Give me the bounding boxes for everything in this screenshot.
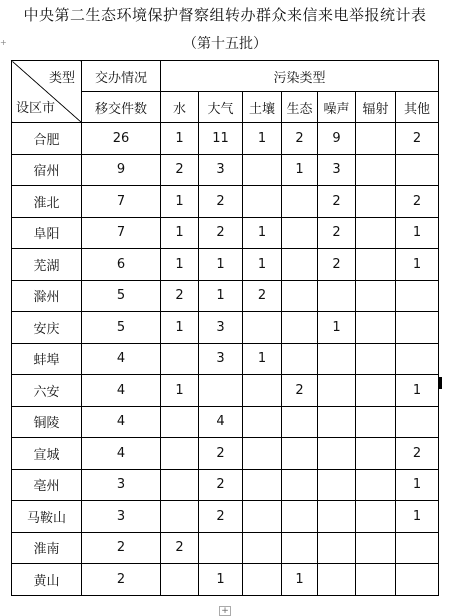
cell-soil: 1 bbox=[243, 343, 282, 375]
cell-other bbox=[396, 406, 439, 438]
cell-radiation bbox=[356, 280, 396, 312]
cell-noise bbox=[318, 469, 356, 501]
cell-radiation bbox=[356, 154, 396, 186]
cell-air: 2 bbox=[199, 186, 243, 218]
cell-other bbox=[396, 532, 439, 564]
table-row bbox=[12, 123, 439, 155]
document-title: 中央第二生态环境保护督察组转办群众来信来电举报统计表 bbox=[23, 6, 427, 24]
cell-soil bbox=[243, 375, 282, 407]
cell-noise bbox=[318, 564, 356, 596]
cell-total: 2 bbox=[82, 532, 161, 564]
cell-noise: 2 bbox=[318, 249, 356, 281]
table-row bbox=[12, 343, 439, 375]
cell-total: 4 bbox=[82, 438, 161, 470]
margin-marker bbox=[439, 377, 442, 389]
cell-soil bbox=[243, 501, 282, 533]
cell-radiation bbox=[356, 312, 396, 344]
cell-water: 2 bbox=[161, 532, 199, 564]
cell-soil: 1 bbox=[243, 217, 282, 249]
table-row bbox=[12, 375, 439, 407]
cell-radiation bbox=[356, 123, 396, 155]
cell-air: 2 bbox=[199, 469, 243, 501]
table-row bbox=[12, 469, 439, 501]
cell-noise: 3 bbox=[318, 154, 356, 186]
table-row bbox=[12, 564, 439, 596]
cell-other bbox=[396, 343, 439, 375]
cell-noise: 2 bbox=[318, 186, 356, 218]
cell-air: 1 bbox=[199, 249, 243, 281]
cell-total: 4 bbox=[82, 343, 161, 375]
cell-air: 3 bbox=[199, 312, 243, 344]
cell-noise bbox=[318, 438, 356, 470]
header-pollution-type: 污染类型 bbox=[161, 61, 439, 92]
cell-water bbox=[161, 438, 199, 470]
cell-water bbox=[161, 501, 199, 533]
cell-city: 滁州 bbox=[12, 280, 82, 312]
cell-air: 2 bbox=[199, 217, 243, 249]
header-transfer-count: 移交件数 bbox=[82, 92, 161, 123]
cell-eco bbox=[282, 217, 318, 249]
cell-soil bbox=[243, 438, 282, 470]
cell-water: 1 bbox=[161, 217, 199, 249]
cell-noise bbox=[318, 532, 356, 564]
cell-total: 7 bbox=[82, 217, 161, 249]
cell-eco bbox=[282, 312, 318, 344]
cell-eco bbox=[282, 186, 318, 218]
cell-city: 淮南 bbox=[12, 532, 82, 564]
cell-total: 6 bbox=[82, 249, 161, 281]
cell-noise bbox=[318, 375, 356, 407]
cell-total: 2 bbox=[82, 564, 161, 596]
cell-soil bbox=[243, 312, 282, 344]
cell-air: 3 bbox=[199, 154, 243, 186]
table-row bbox=[12, 249, 439, 281]
corner-city-label: 设区市 bbox=[16, 101, 56, 116]
cell-total: 4 bbox=[82, 406, 161, 438]
cell-air: 4 bbox=[199, 406, 243, 438]
cell-water: 2 bbox=[161, 154, 199, 186]
cell-radiation bbox=[356, 501, 396, 533]
cell-radiation bbox=[356, 532, 396, 564]
cell-city: 铜陵 bbox=[12, 406, 82, 438]
cell-total: 4 bbox=[82, 375, 161, 407]
header-noise: 噪声 bbox=[318, 92, 356, 123]
cell-other: 1 bbox=[396, 217, 439, 249]
cell-radiation bbox=[356, 469, 396, 501]
cell-radiation bbox=[356, 375, 396, 407]
table-row bbox=[12, 406, 439, 438]
cell-total: 3 bbox=[82, 469, 161, 501]
cell-city: 黄山 bbox=[12, 564, 82, 596]
cell-eco: 1 bbox=[282, 154, 318, 186]
cell-other: 2 bbox=[396, 438, 439, 470]
header-air: 大气 bbox=[199, 92, 243, 123]
cell-noise bbox=[318, 406, 356, 438]
cell-eco bbox=[282, 406, 318, 438]
cell-city: 淮北 bbox=[12, 186, 82, 218]
table-row bbox=[12, 532, 439, 564]
cell-eco bbox=[282, 438, 318, 470]
cell-soil bbox=[243, 154, 282, 186]
cell-eco bbox=[282, 249, 318, 281]
cell-eco: 1 bbox=[282, 564, 318, 596]
cell-radiation bbox=[356, 343, 396, 375]
header-radiation: 辐射 bbox=[356, 92, 396, 123]
cell-soil bbox=[243, 532, 282, 564]
cell-other: 2 bbox=[396, 123, 439, 155]
cell-noise bbox=[318, 343, 356, 375]
cell-total: 9 bbox=[82, 154, 161, 186]
cell-city: 芜湖 bbox=[12, 249, 82, 281]
cell-soil: 1 bbox=[243, 249, 282, 281]
cell-soil: 2 bbox=[243, 280, 282, 312]
header-soil: 土壤 bbox=[243, 92, 282, 123]
cell-city: 宣城 bbox=[12, 438, 82, 470]
cell-noise: 2 bbox=[318, 217, 356, 249]
cell-city: 合肥 bbox=[12, 123, 82, 155]
cell-eco bbox=[282, 280, 318, 312]
cell-air: 11 bbox=[199, 123, 243, 155]
cell-water bbox=[161, 469, 199, 501]
cell-water: 1 bbox=[161, 312, 199, 344]
cell-water: 2 bbox=[161, 280, 199, 312]
cell-water bbox=[161, 343, 199, 375]
cell-other: 1 bbox=[396, 375, 439, 407]
complaint-statistics-table bbox=[11, 60, 439, 596]
cell-radiation bbox=[356, 438, 396, 470]
cell-city: 马鞍山 bbox=[12, 501, 82, 533]
cell-water: 1 bbox=[161, 123, 199, 155]
cell-other: 1 bbox=[396, 469, 439, 501]
cell-radiation bbox=[356, 564, 396, 596]
header-ecology: 生态 bbox=[282, 92, 318, 123]
cell-eco: 2 bbox=[282, 123, 318, 155]
cell-soil bbox=[243, 564, 282, 596]
cell-soil bbox=[243, 406, 282, 438]
cell-noise: 1 bbox=[318, 312, 356, 344]
cell-other bbox=[396, 564, 439, 596]
cell-eco bbox=[282, 532, 318, 564]
cell-city: 蚌埠 bbox=[12, 343, 82, 375]
cell-eco bbox=[282, 343, 318, 375]
cell-water bbox=[161, 406, 199, 438]
cell-radiation bbox=[356, 249, 396, 281]
cell-soil: 1 bbox=[243, 123, 282, 155]
cell-air bbox=[199, 532, 243, 564]
cell-radiation bbox=[356, 186, 396, 218]
cell-other bbox=[396, 280, 439, 312]
cell-city: 安庆 bbox=[12, 312, 82, 344]
cell-other: 1 bbox=[396, 249, 439, 281]
cell-total: 5 bbox=[82, 280, 161, 312]
cell-water: 1 bbox=[161, 249, 199, 281]
cell-water: 1 bbox=[161, 375, 199, 407]
cell-city: 阜阳 bbox=[12, 217, 82, 249]
cell-city: 六安 bbox=[12, 375, 82, 407]
cell-air: 2 bbox=[199, 438, 243, 470]
cell-city: 宿州 bbox=[12, 154, 82, 186]
cell-eco bbox=[282, 469, 318, 501]
cell-air bbox=[199, 375, 243, 407]
cell-city: 亳州 bbox=[12, 469, 82, 501]
cell-noise bbox=[318, 280, 356, 312]
cell-eco bbox=[282, 501, 318, 533]
cell-water: 1 bbox=[161, 186, 199, 218]
header-other: 其他 bbox=[396, 92, 439, 123]
table-row bbox=[12, 501, 439, 533]
cell-total: 3 bbox=[82, 501, 161, 533]
cell-noise: 9 bbox=[318, 123, 356, 155]
cell-other bbox=[396, 154, 439, 186]
table-row bbox=[12, 438, 439, 470]
add-row-marker[interactable]: + bbox=[219, 606, 231, 616]
cell-soil bbox=[243, 469, 282, 501]
table-move-handle[interactable]: + bbox=[0, 38, 7, 47]
cell-noise bbox=[318, 501, 356, 533]
cell-other: 2 bbox=[396, 186, 439, 218]
cell-air: 2 bbox=[199, 501, 243, 533]
header-handling: 交办情况 bbox=[82, 61, 161, 92]
cell-radiation bbox=[356, 217, 396, 249]
batch-subtitle: （第十五批） bbox=[183, 36, 267, 52]
cell-air: 3 bbox=[199, 343, 243, 375]
cell-total: 26 bbox=[82, 123, 161, 155]
cell-soil bbox=[243, 186, 282, 218]
cell-eco: 2 bbox=[282, 375, 318, 407]
cell-air: 1 bbox=[199, 564, 243, 596]
cell-air: 1 bbox=[199, 280, 243, 312]
cell-water bbox=[161, 564, 199, 596]
header-row-1 bbox=[12, 61, 439, 92]
cell-other bbox=[396, 312, 439, 344]
cell-other: 1 bbox=[396, 501, 439, 533]
cell-total: 5 bbox=[82, 312, 161, 344]
header-corner-cell bbox=[12, 61, 82, 123]
table-row bbox=[12, 154, 439, 186]
cell-total: 7 bbox=[82, 186, 161, 218]
header-water: 水 bbox=[161, 92, 199, 123]
table-row bbox=[12, 280, 439, 312]
cell-radiation bbox=[356, 406, 396, 438]
table-row bbox=[12, 217, 439, 249]
table-row bbox=[12, 186, 439, 218]
table-row bbox=[12, 312, 439, 344]
corner-type-label: 类型 bbox=[48, 71, 75, 86]
